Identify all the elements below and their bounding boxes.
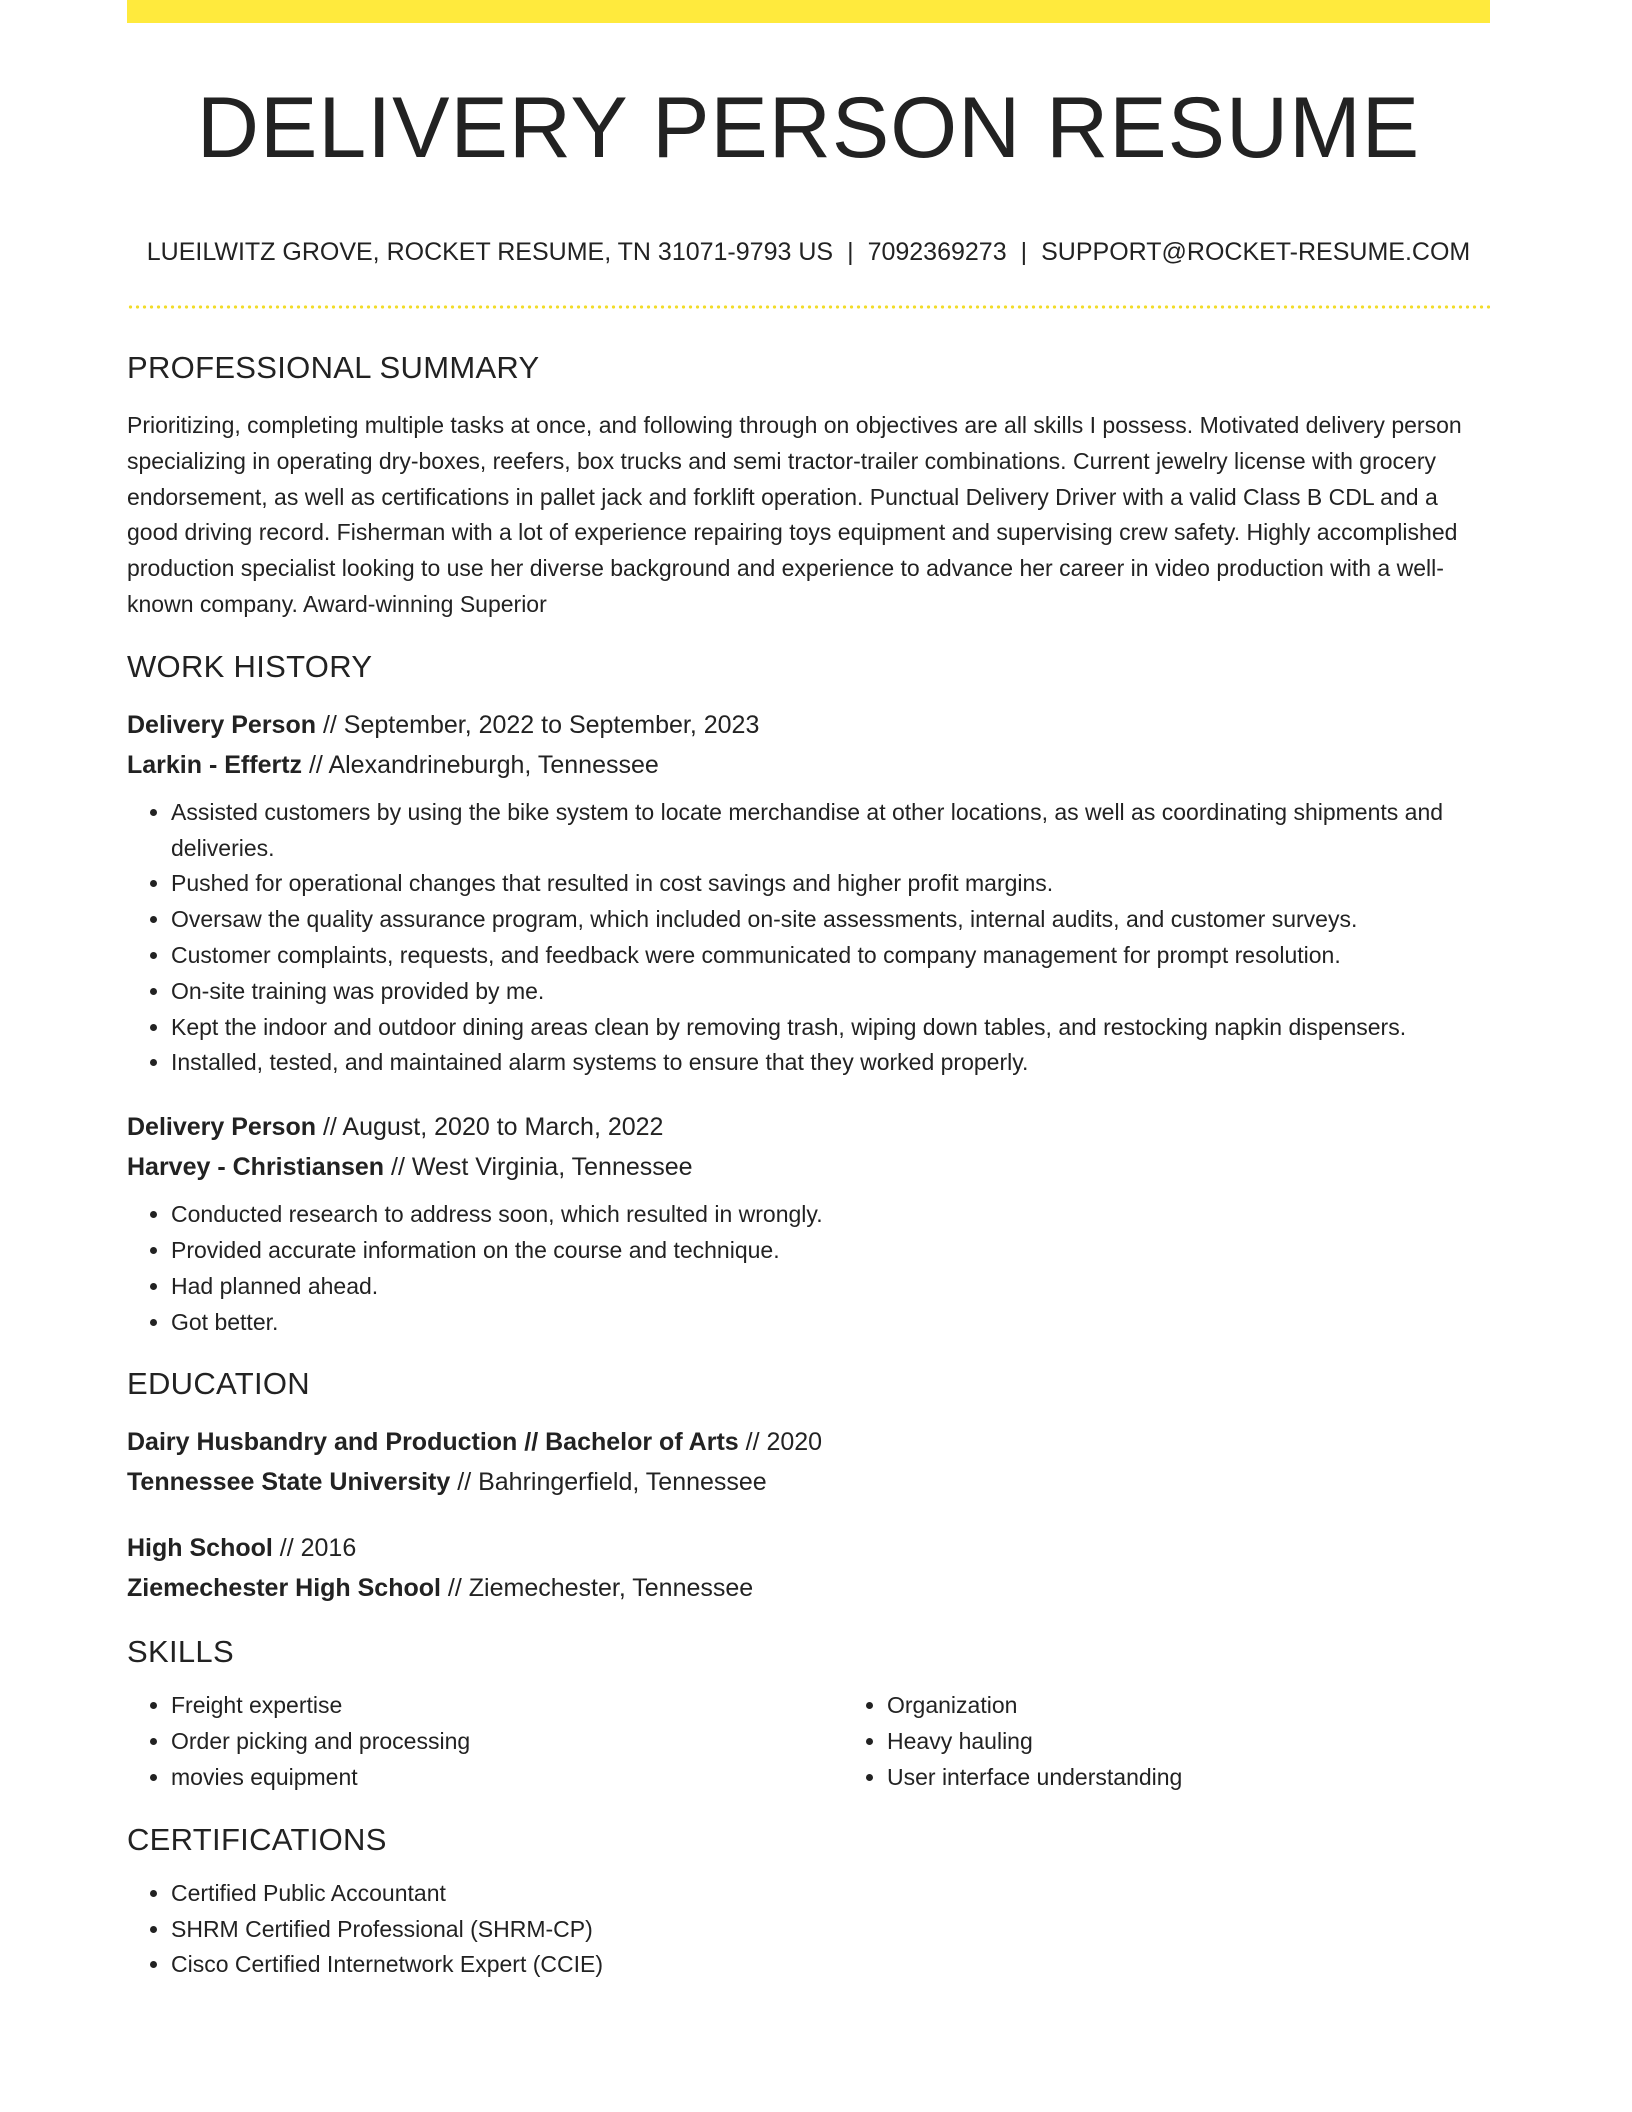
list-item: • Freight expertise <box>171 1688 843 1724</box>
contact-address: LUEILWITZ GROVE, ROCKET RESUME, TN 31071-9793 US <box>146 238 834 266</box>
list-item: • Assisted customers by using the bike system to locate merchandise at other locations, as well as coordinating shipments and deliveries. <box>171 795 1490 867</box>
job-company: Larkin - Effertz <box>127 750 303 779</box>
skills-list-left <box>127 1688 843 1795</box>
job-company-line <box>127 1147 1490 1187</box>
list-item: • Had planned ahead. <box>171 1269 1490 1305</box>
job-bullets <box>127 1197 1490 1340</box>
job-title-line <box>127 1107 1490 1147</box>
job-title-line <box>127 705 1490 745</box>
job-entry <box>127 705 1490 1081</box>
list-item: • Cisco Certified Internetwork Expert (CCIE) <box>171 1947 1490 1983</box>
list-item: • movies equipment <box>171 1760 843 1796</box>
resume-content <box>127 348 1490 1983</box>
list-item: • Oversaw the quality assurance program, which included on-site assessments, internal audits, and customer surveys. <box>171 902 1490 938</box>
list-item: • Heavy hauling <box>887 1724 1559 1760</box>
school: Tennessee State University <box>127 1468 451 1497</box>
list-item: • Order picking and processing <box>171 1724 843 1760</box>
degree-line <box>127 1528 1490 1568</box>
job-title: Delivery Person <box>127 710 316 739</box>
contact-separator: | <box>847 238 854 266</box>
list-item: • Provided accurate information on the course and technique. <box>171 1233 1490 1269</box>
section-heading: CERTIFICATIONS <box>127 1821 387 1857</box>
job-company-line <box>127 745 1490 785</box>
summary-text: Prioritizing, completing multiple tasks at once, and following through on objectives are all skills I possess. Motivated delivery person specializing in operating dry-boxes, reefers, box trucks and semi tractor-trailer combinations. Current jewelry license with grocery endorsement, as well as certifications in pallet jack and forklift operation. Punctual Delivery Driver with a valid Class B CDL and a good driving record. Fisherman with a lot of experience repairing toys equipment and supervising crew safety. Highly accomplished production specialist looking to use her diverse background and experience to advance her career in video production with a well-known company. Award-winning Superior <box>127 412 1462 617</box>
degree-line <box>127 1422 1490 1462</box>
list-item: • SHRM Certified Professional (SHRM-CP) <box>171 1912 1490 1948</box>
list-item: • Conducted research to address soon, which resulted in wrongly. <box>171 1197 1490 1233</box>
education-entry <box>127 1528 1490 1608</box>
skills-section <box>127 1632 1490 1795</box>
job-dates: // September, 2022 to September, 2023 <box>322 710 760 739</box>
list-item: • Kept the indoor and outdoor dining areas clean by removing trash, wiping down tables, and restocking napkin dispensers. <box>171 1010 1490 1046</box>
job-bullets <box>127 795 1490 1081</box>
school: Ziemechester High School <box>127 1574 441 1603</box>
contact-separator: | <box>1020 238 1028 266</box>
education-section <box>127 1364 1490 1608</box>
skills-columns <box>127 1688 1490 1795</box>
graduation-year: // 2020 <box>745 1428 823 1457</box>
list-item: • Got better. <box>171 1305 1490 1341</box>
section-heading: WORK HISTORY <box>127 648 373 684</box>
certifications-section <box>127 1820 1490 1983</box>
job-company: Harvey - Christiansen <box>127 1153 385 1182</box>
work-history-section <box>127 647 1490 1341</box>
school-line <box>127 1462 1490 1502</box>
list-item: • User interface understanding <box>887 1760 1559 1796</box>
job-location: // West Virginia, Tennessee <box>391 1153 693 1182</box>
certifications-list <box>127 1876 1490 1983</box>
list-item: • Installed, tested, and maintained alarm systems to ensure that they worked properly. <box>171 1045 1490 1081</box>
list-item: • Organization <box>887 1688 1559 1724</box>
top-accent-bar <box>127 0 1490 23</box>
list-item: • Customer complaints, requests, and feedback were communicated to company management for prompt resolution. <box>171 938 1490 974</box>
resume-title: DELIVERY PERSON RESUME <box>196 80 1421 176</box>
summary-section <box>127 348 1490 623</box>
degree: Dairy Husbandry and Production // Bachelor of Arts <box>127 1428 739 1457</box>
school-location: // Bahringerfield, Tennessee <box>457 1468 767 1497</box>
job-dates: // August, 2020 to March, 2022 <box>322 1113 664 1142</box>
section-heading: EDUCATION <box>127 1366 310 1402</box>
section-heading: SKILLS <box>127 1634 234 1670</box>
job-location: // Alexandrineburgh, Tennessee <box>308 750 659 779</box>
job-title: Delivery Person <box>127 1113 316 1142</box>
section-heading: PROFESSIONAL SUMMARY <box>127 350 540 385</box>
list-item: • Pushed for operational changes that resulted in cost savings and higher profit margins. <box>171 866 1490 902</box>
school-line <box>127 1568 1490 1608</box>
dotted-divider <box>127 305 1490 309</box>
contact-email: SUPPORT@ROCKET-RESUME.COM <box>1041 238 1471 266</box>
list-item: • On-site training was provided by me. <box>171 974 1490 1010</box>
school-location: // Ziemechester, Tennessee <box>447 1574 754 1603</box>
list-item: • Certified Public Accountant <box>171 1876 1490 1912</box>
job-entry <box>127 1107 1490 1340</box>
contact-phone: 7092369273 <box>867 238 1007 266</box>
contact-line <box>127 236 1490 268</box>
education-entry <box>127 1422 1490 1502</box>
degree: High School <box>127 1534 273 1563</box>
graduation-year: // 2016 <box>279 1534 357 1563</box>
skills-list-right <box>843 1688 1559 1795</box>
